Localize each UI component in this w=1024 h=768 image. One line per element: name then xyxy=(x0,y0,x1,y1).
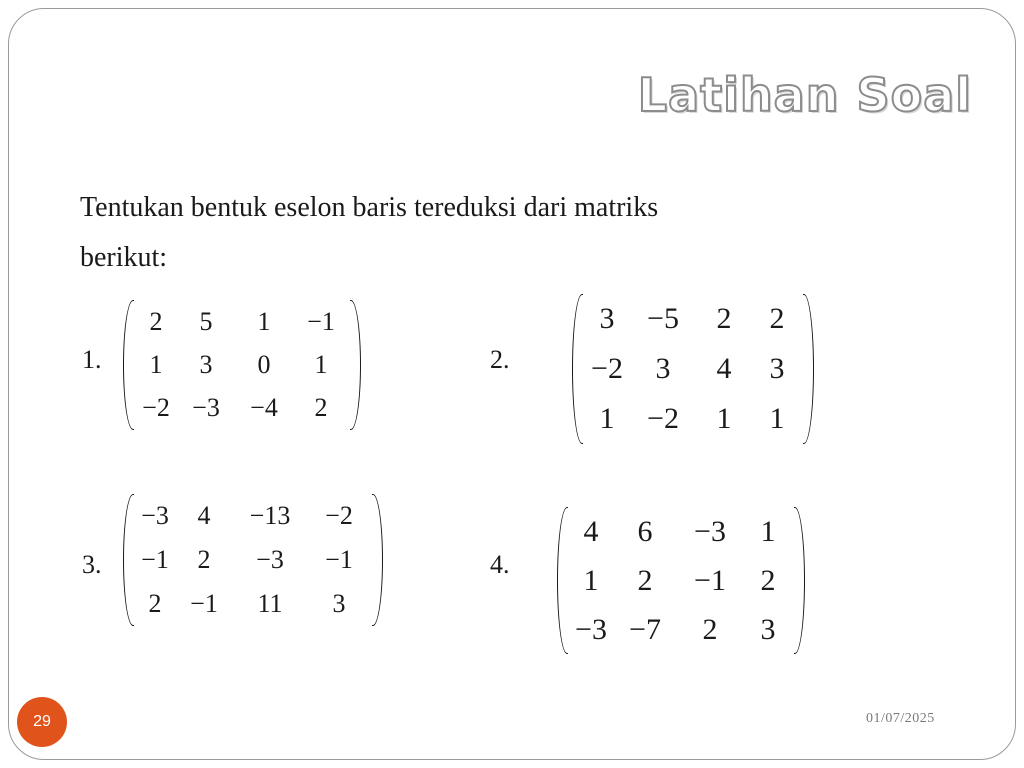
matrix-1 xyxy=(123,300,361,430)
matrix-cell: −1 xyxy=(190,589,218,618)
matrix-1-row xyxy=(135,343,349,386)
matrix-1-left-bracket xyxy=(123,300,134,430)
matrix-cell: 1 xyxy=(257,306,271,336)
matrix-cell: 2 xyxy=(637,563,653,597)
matrix-cell: −2 xyxy=(647,402,679,435)
matrix-cell: 3 xyxy=(599,302,615,335)
matrix-3-row xyxy=(135,538,371,582)
matrix-1-right-bracket xyxy=(350,300,361,430)
matrix-cell: 3 xyxy=(760,612,776,646)
matrix-cell: 3 xyxy=(332,589,346,618)
matrix-cell: 5 xyxy=(199,306,213,336)
matrix-2 xyxy=(572,294,814,444)
slide-number: 29 xyxy=(33,713,51,730)
matrix-cell: 1 xyxy=(583,563,599,597)
matrix-cell: 6 xyxy=(637,514,653,548)
matrix-cell: 0 xyxy=(257,349,271,379)
matrix-cell: 2 xyxy=(760,563,776,597)
matrix-3-right-bracket xyxy=(372,494,383,626)
matrix-2-row xyxy=(584,394,802,444)
matrix-cell: 1 xyxy=(314,349,328,379)
matrix-cell: −1 xyxy=(141,545,169,574)
matrix-4-left-bracket xyxy=(557,507,568,654)
matrix-cell: 1 xyxy=(716,402,732,435)
matrix-cell: −2 xyxy=(325,501,353,530)
matrix-cell: −3 xyxy=(575,612,607,646)
matrix-2-right-bracket xyxy=(803,294,814,444)
matrix-cell: −2 xyxy=(591,352,623,385)
matrix-cell: 3 xyxy=(655,352,671,385)
problem-1-label: 1. xyxy=(82,345,102,374)
matrix-cell: −3 xyxy=(256,545,284,574)
matrix-cell: 3 xyxy=(199,349,213,379)
matrix-cell: 4 xyxy=(716,352,732,385)
matrix-cell: 2 xyxy=(716,302,732,335)
matrix-cell: −3 xyxy=(141,501,169,530)
problem-4-label: 4. xyxy=(490,550,510,579)
matrix-4-row xyxy=(569,556,793,605)
matrix-cell: 1 xyxy=(760,514,776,548)
matrix-cell: −1 xyxy=(694,563,726,597)
matrix-cell: 1 xyxy=(149,349,163,379)
matrix-2-row xyxy=(584,294,802,344)
matrix-cell: 1 xyxy=(769,402,785,435)
instruction-line-2: berikut: xyxy=(80,242,168,273)
matrix-1-row xyxy=(135,300,349,343)
matrix-1-row xyxy=(135,387,349,430)
matrix-cell: 2 xyxy=(702,612,718,646)
matrix-2-left-bracket xyxy=(572,294,583,444)
matrix-cell: 2 xyxy=(148,589,162,618)
matrix-4 xyxy=(557,507,805,654)
matrix-4-row xyxy=(569,605,793,654)
matrix-cell: 3 xyxy=(769,352,785,385)
matrix-3-left-bracket xyxy=(123,494,134,626)
matrix-cell: −3 xyxy=(694,514,726,548)
matrix-3-row xyxy=(135,494,371,538)
matrix-4-row xyxy=(569,507,793,556)
matrix-cell: 4 xyxy=(197,501,211,530)
slide-date: 01/07/2025 xyxy=(866,711,935,726)
matrix-3-row xyxy=(135,582,371,626)
instruction-line-1: Tentukan bentuk eselon baris tereduksi dari matriks xyxy=(80,192,659,223)
slide-number-badge xyxy=(17,697,67,747)
matrix-cell: 2 xyxy=(197,545,211,574)
matrix-cell: 2 xyxy=(314,393,328,423)
matrix-cell: −1 xyxy=(307,306,335,336)
matrix-cell: −3 xyxy=(192,393,220,423)
instruction-text xyxy=(80,183,780,283)
slide-title: Latihan Soal xyxy=(637,68,972,122)
matrix-2-row xyxy=(584,344,802,394)
matrix-4-right-bracket xyxy=(794,507,805,654)
problem-2-label: 2. xyxy=(490,345,510,374)
matrix-cell: 11 xyxy=(257,589,283,618)
matrix-cell: −1 xyxy=(325,545,353,574)
matrix-cell: 2 xyxy=(769,302,785,335)
matrix-3 xyxy=(123,494,383,626)
matrix-cell: −7 xyxy=(629,612,661,646)
matrix-cell: 1 xyxy=(599,402,615,435)
matrix-cell: 4 xyxy=(583,514,599,548)
matrix-cell: −5 xyxy=(647,302,679,335)
matrix-cell: 2 xyxy=(149,306,163,336)
matrix-cell: −4 xyxy=(250,393,278,423)
matrix-cell: −2 xyxy=(142,393,170,423)
problem-3-label: 3. xyxy=(82,550,102,579)
matrix-cell: −13 xyxy=(249,501,291,530)
